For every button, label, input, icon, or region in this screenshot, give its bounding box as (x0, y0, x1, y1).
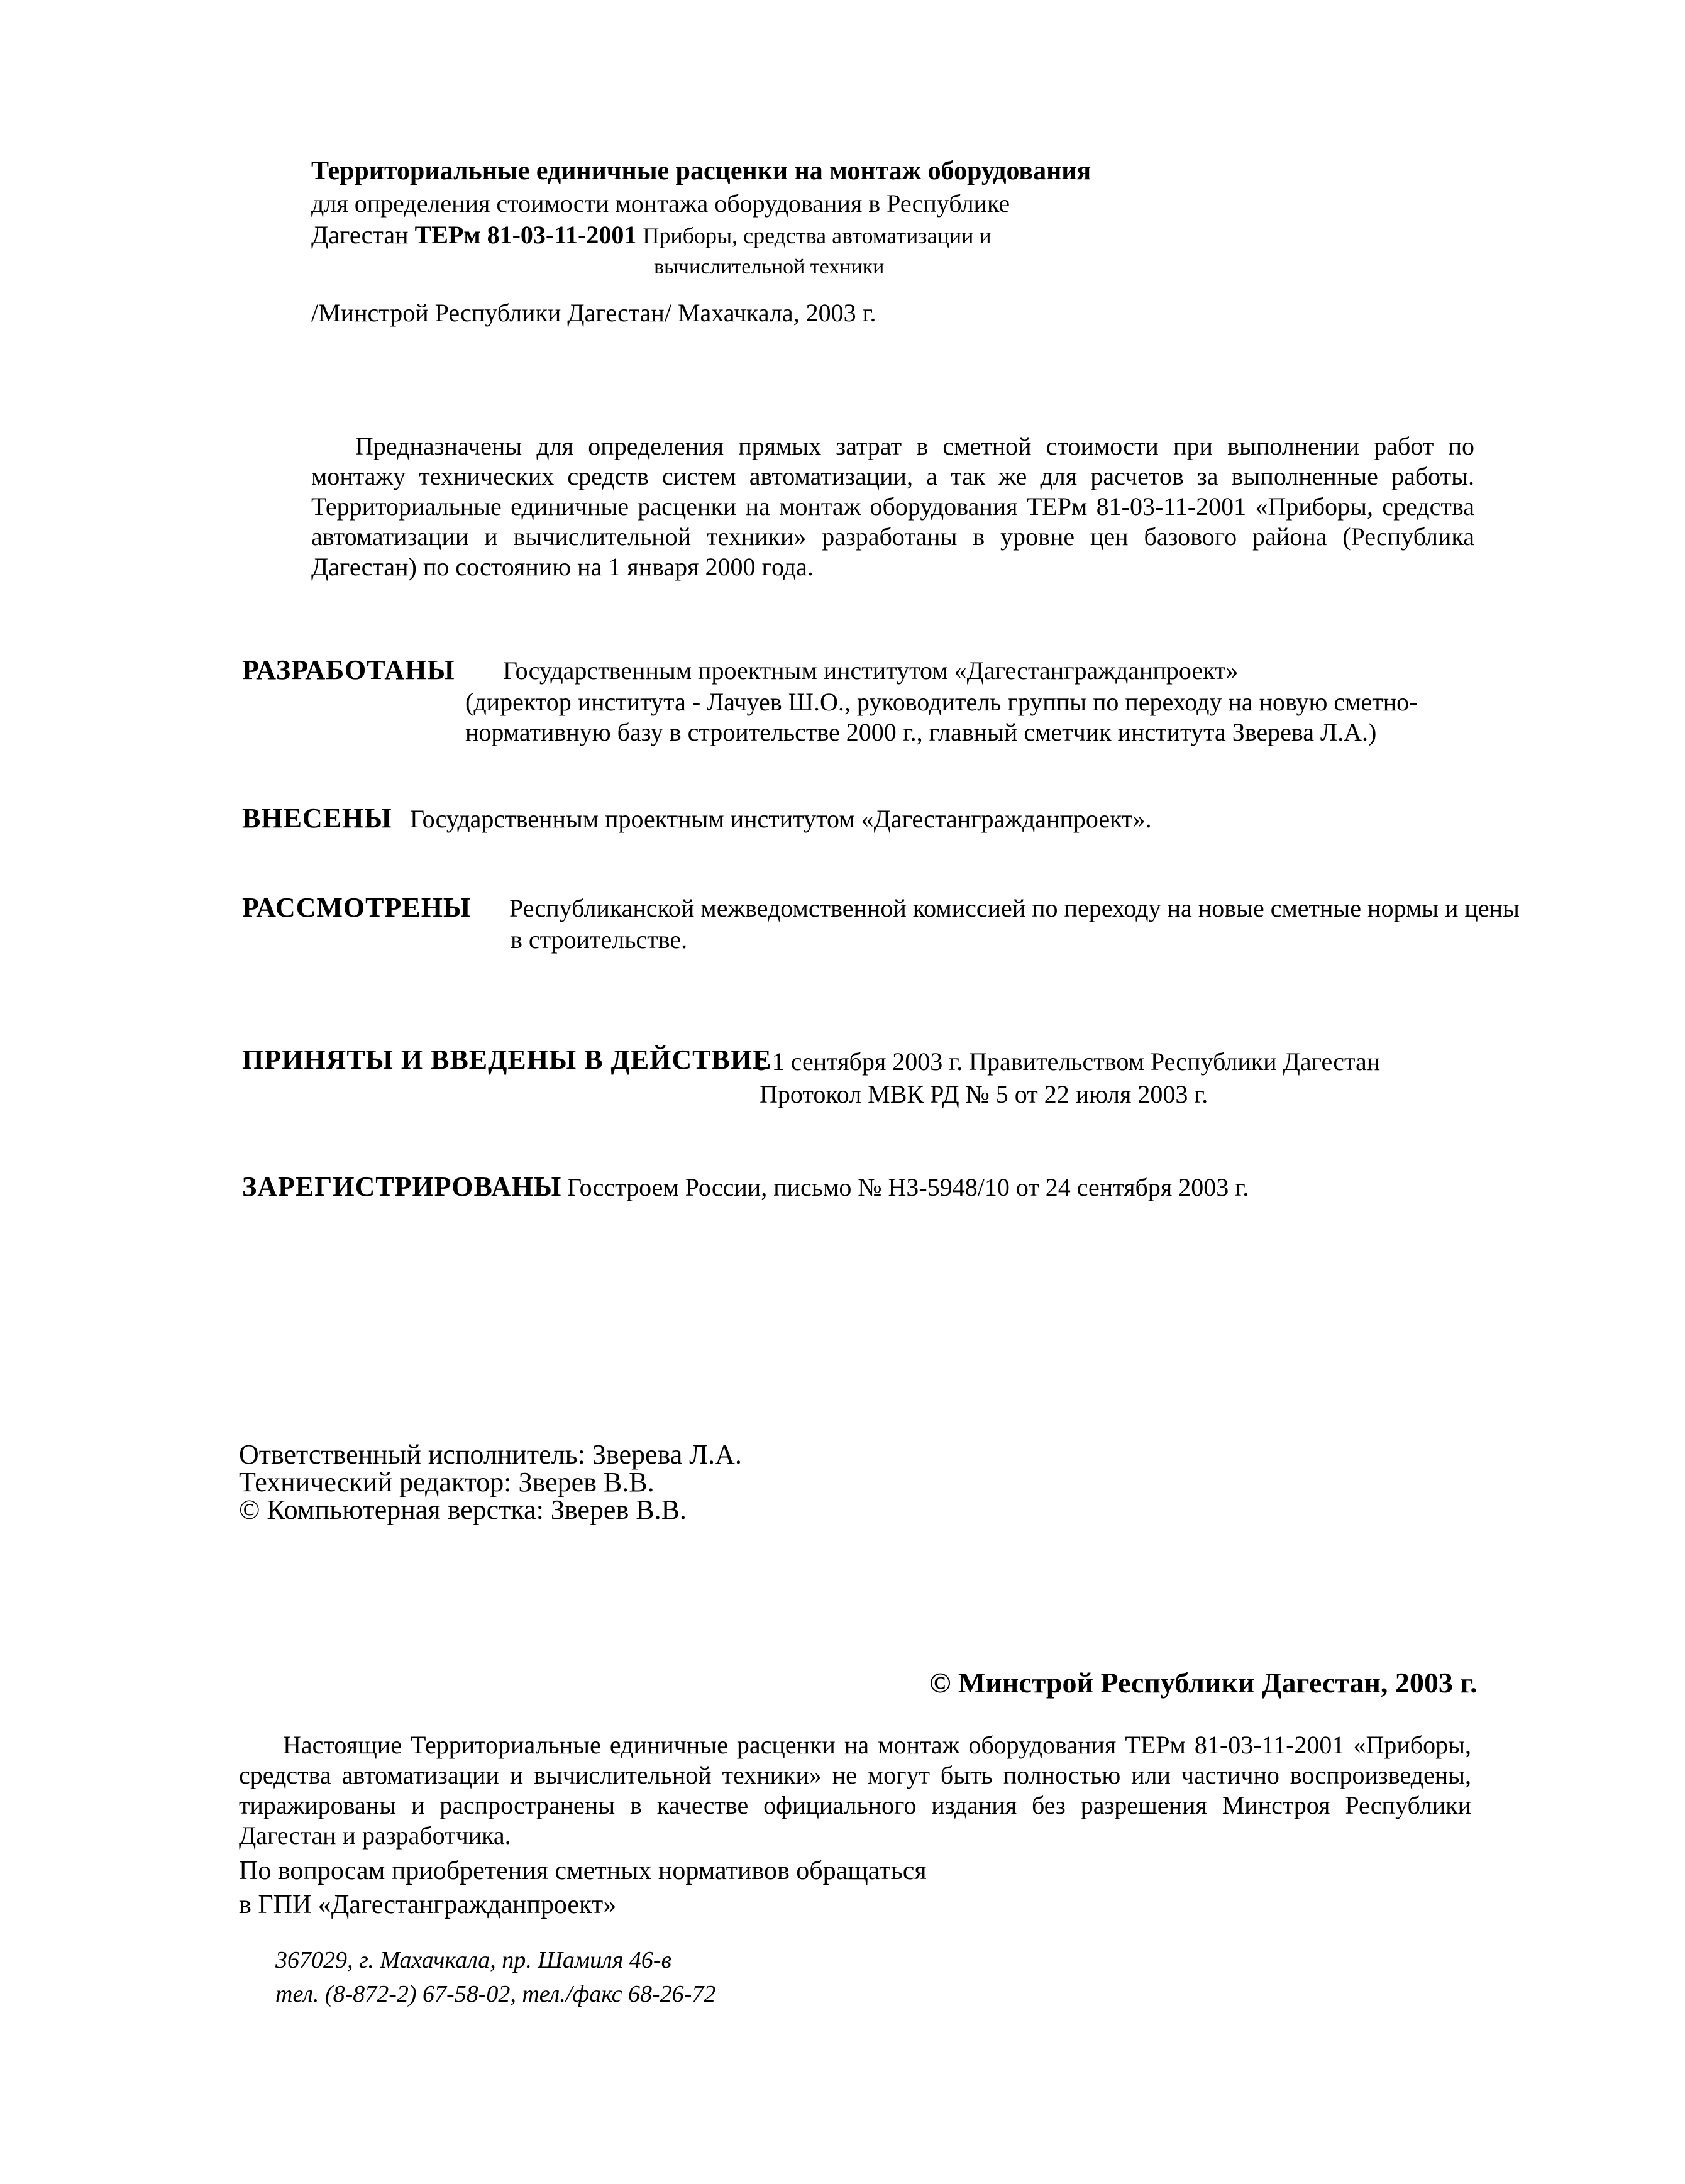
developed-line-3: нормативную базу в строительстве 2000 г., главный сметчик института Зверева Л.А.) (465, 718, 1377, 746)
adopted-line-2: Протокол МВК РД № 5 от 22 июля 2003 г. (760, 1080, 1208, 1108)
adopted-line-1: с 1 сентября 2003 г. Правительством Республики Дагестан (754, 1047, 1381, 1076)
document-title: Территориальные единичные расценки на монтаж оборудования (311, 157, 1091, 185)
title-line-2: для определения стоимости монтажа оборудования в Республике (311, 189, 1010, 218)
registered-value: Госстроем России, письмо № НЗ-5948/10 от 24 сентября 2003 г. (567, 1173, 1249, 1201)
title-line-4: вычислительной техники (654, 255, 885, 279)
intro-paragraph: Предназначены для определения прямых затрат в сметной стоимости при выполнении работ по монтажу технических средств систем автоматизации, а так же для расчетов за выполненные работы. Территориальные единичные расценки на монтаж оборудования ТЕРм 81-03-11-2001 «Приборы, средства автоматизации и вычислительной техники» разработаны в уровне цен базового района (Республика Дагестан) по состоянию на 1 января 2000 года. (311, 432, 1474, 581)
document-code: ТЕРм 81-03-11-2001 (414, 221, 637, 249)
title-line-3-prefix: Дагестан (311, 221, 409, 249)
credit-responsible: Ответственный исполнитель: Зверева Л.А. (239, 1439, 742, 1470)
credit-editor: Технический редактор: Зверев В.В. (239, 1467, 655, 1497)
section-label-registered: ЗАРЕГИСТРИРОВАНЫ (242, 1171, 562, 1202)
submitted-value: Государственным проектным институтом «Дагестангражданпроект». (410, 805, 1152, 833)
section-label-submitted: ВНЕСЕНЫ (242, 803, 392, 834)
copyright-notice: Настоящие Территориальные единичные расценки на монтаж оборудования ТЕРм 81-03-11-2001 «Приборы, средства автоматизации и вычислительной техники» не могут быть полностью или частично воспроизведены, тиражированы и распространены в качестве официального издания без разрешения Минстроя Республики Дагестан и разработчика. (239, 1731, 1471, 1850)
title-line-3-suffix: Приборы, средства автоматизации и (643, 223, 992, 248)
publisher-line: /Минстрой Республики Дагестан/ Махачкала, 2003 г. (311, 299, 876, 327)
contacts-address: 367029, г. Махачкала, пр. Шамиля 46-в (275, 1947, 672, 1973)
section-label-developed: РАЗРАБОТАНЫ (242, 654, 455, 685)
title-line-3 (311, 220, 992, 251)
developed-line-2: (директор института - Лачуев Ш.О., руководитель группы по переходу на новую сметно- (465, 688, 1418, 716)
reviewed-line-2: в строительстве. (511, 925, 688, 954)
section-label-reviewed: РАССМОТРЕНЫ (242, 892, 472, 923)
contacts-line-2: в ГПИ «Дагестангражданпроект» (239, 1890, 617, 1919)
section-label-adopted: ПРИНЯТЫ И ВВЕДЕНЫ В ДЕЙСТВИЕ (242, 1044, 772, 1075)
reviewed-line-1: Республиканской межведомственной комиссией по переходу на новые сметные нормы и цены (509, 894, 1520, 922)
copyright-line: © Минстрой Республики Дагестан, 2003 г. (929, 1667, 1478, 1699)
credit-layout: © Компьютерная верстка: Зверев В.В. (239, 1494, 687, 1525)
contacts-line-1: По вопросам приобретения сметных нормативов обращаться (239, 1856, 927, 1885)
contacts-phone: тел. (8-872-2) 67-58-02, тел./факс 68-26-72 (275, 1981, 716, 2007)
developed-line-1: Государственным проектным институтом «Дагестангражданпроект» (503, 656, 1239, 685)
